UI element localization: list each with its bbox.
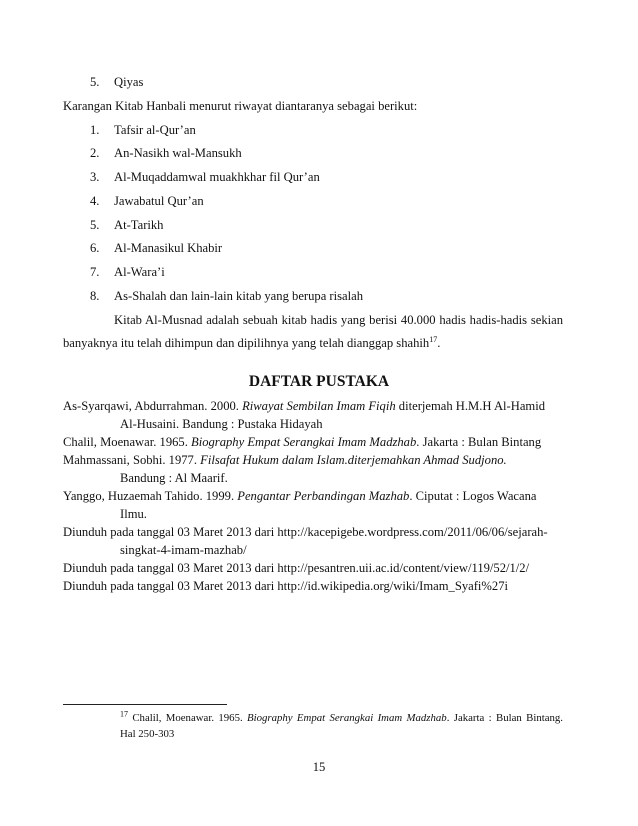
- reference-continuation: Ilmu.: [120, 507, 147, 521]
- reference-entry: [63, 577, 563, 595]
- bibliography-heading: DAFTAR PUSTAKA: [248, 373, 390, 390]
- footnote: [120, 711, 563, 726]
- footnote-text: Chalil, Moenawar. 1965.: [128, 712, 248, 724]
- list-number: 1.: [90, 123, 100, 137]
- reference-text: Mahmassani, Sobhi. 1977.: [63, 453, 201, 467]
- footnote-pages: Hal 250-303: [120, 728, 175, 740]
- list-item-text: Al-Muqaddamwal muakhkhar fil Qur’an: [114, 170, 320, 184]
- list-item-text: An-Nasikh wal-Mansukh: [114, 146, 242, 160]
- reference-entry: [63, 397, 563, 433]
- reference-title: Pengantar Perbandingan Mazhab: [237, 489, 410, 503]
- list-number: 7.: [90, 265, 100, 279]
- list-item-text: Qiyas: [114, 75, 144, 89]
- reference-link[interactable]: Diunduh pada tanggal 03 Maret 2013 dari http://kacepigebe.wordpress.com/2011/06/06/sejarah-: [63, 525, 548, 539]
- footnote-text: . Jakarta : Bulan Bintang.: [446, 712, 564, 724]
- list-number: 6.: [90, 241, 100, 255]
- footnote-separator: [63, 704, 227, 705]
- reference-link[interactable]: Diunduh pada tanggal 03 Maret 2013 dari http://id.wikipedia.org/wiki/Imam_Syafi%27i: [63, 579, 509, 593]
- list-number: 3.: [90, 170, 100, 184]
- footnote-title: Biography Empat Serangkai Imam Madzhab: [247, 712, 447, 724]
- intro-text: Karangan Kitab Hanbali menurut riwayat diantaranya sebagai berikut:: [63, 99, 418, 113]
- reference-continuation: Bandung : Al Maarif.: [120, 471, 228, 485]
- list-number: 2.: [90, 146, 100, 160]
- footnote-number: 17: [120, 709, 128, 719]
- reference-continuation: Al-Husaini. Bandung : Pustaka Hidayah: [120, 417, 323, 431]
- reference-text: Chalil, Moenawar. 1965.: [63, 435, 192, 449]
- list-number: 8.: [90, 289, 100, 303]
- reference-text: . Jakarta : Bulan Bintang: [416, 435, 542, 449]
- list-item-text: As-Shalah dan lain-lain kitab yang berupa risalah: [114, 289, 363, 303]
- list-number: 4.: [90, 194, 100, 208]
- list-number: 5.: [90, 218, 100, 232]
- list-item-text: Al-Manasikul Khabir: [114, 241, 223, 255]
- paragraph-text: banyaknya itu telah dihimpun dan dipilihnya yang telah dianggap shahih: [63, 336, 430, 350]
- list-item-text: Jawabatul Qur’an: [114, 194, 204, 208]
- reference-entry: [63, 433, 563, 451]
- page-number: 15: [312, 760, 326, 774]
- reference-link-continuation[interactable]: singkat-4-imam-mazhab/: [120, 543, 247, 557]
- reference-text: Yanggo, Huzaemah Tahido. 1999.: [63, 489, 238, 503]
- reference-entry: [63, 487, 563, 523]
- paragraph-line-1: [114, 313, 563, 328]
- paragraph-text: Kitab Al-Musnad adalah sebuah kitab hadis yang berisi 40.000 hadis hadis-hadis sekian: [114, 313, 563, 327]
- footnote-reference[interactable]: 17: [429, 334, 438, 344]
- paragraph-line-2: [63, 336, 440, 351]
- reference-text: . Ciputat : Logos Wacana: [409, 489, 537, 503]
- reference-title: Biography Empat Serangkai Imam Madzhab: [191, 435, 417, 449]
- reference-entry: [63, 559, 563, 577]
- reference-entry: [63, 451, 563, 487]
- paragraph-period: .: [437, 336, 441, 350]
- reference-entry: [63, 523, 563, 559]
- reference-title: Filsafat Hukum dalam Islam.diterjemahkan Ahmad Sudjono.: [200, 453, 507, 467]
- reference-title: Riwayat Sembilan Imam Fiqih: [242, 399, 396, 413]
- list-item-text: Tafsir al-Qur’an: [114, 123, 196, 137]
- list-number: 5.: [90, 75, 100, 89]
- list-item-text: Al-Wara’i: [114, 265, 165, 279]
- reference-text: diterjemah H.M.H Al-Hamid: [395, 399, 546, 413]
- list-item-text: At-Tarikh: [114, 218, 164, 232]
- reference-link[interactable]: Diunduh pada tanggal 03 Maret 2013 dari http://pesantren.uii.ac.id/content/view/119/52/1/2/: [63, 561, 530, 575]
- reference-text: As-Syarqawi, Abdurrahman. 2000.: [63, 399, 243, 413]
